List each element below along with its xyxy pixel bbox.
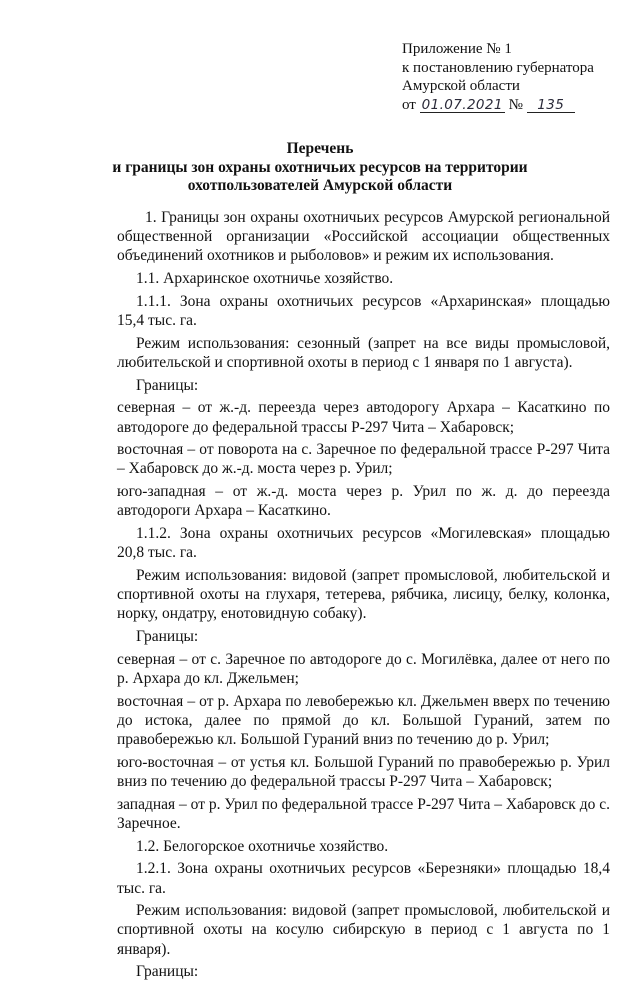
title-line-3: охотпользователей Амурской области	[187, 177, 453, 194]
paragraph: северная – от с. Заречное по автодороге до с. Могилёвка, далее от него по р. Архара до кл. Джельмен;	[117, 650, 610, 687]
appendix-region-line: Амурской области	[402, 78, 520, 94]
paragraph: юго-восточная – от устья кл. Большой Гураний по правобережью р. Урил вниз по течению до федеральной трассы Р-297 Чита – Хабаровск;	[117, 753, 610, 790]
document-body	[117, 208, 610, 985]
appendix-header	[402, 40, 594, 114]
paragraph: 1.1.1. Зона охраны охотничьих ресурсов «Архаринская» площадью 15,4 тыс. га.	[117, 292, 610, 330]
paragraph: 1.1.2. Зона охраны охотничьих ресурсов «Могилевская» площадью 20,8 тыс. га.	[117, 525, 610, 562]
paragraph: Режим использования: видовой (запрет промысловой, любительской и спортивной охоты на глухаря, тетерева, рябчика, лисицу, белку, колонка, норку, ондатру, енотовидную собаку).	[117, 566, 610, 623]
appendix-title: Приложение № 1	[402, 41, 512, 57]
paragraph: Границы:	[136, 963, 199, 981]
paragraph: Режим использования: видовой (запрет промысловой, любительской и спортивной охоты на косулю сибирскую в период с 1 августа по 1 января).	[117, 902, 610, 958]
paragraph: западная – от р. Урил по федеральной трассе Р-297 Чита – Хабаровск до с. Заречное.	[117, 795, 610, 832]
document-title	[0, 140, 640, 196]
title-line-2: и границы зон охраны охотничьих ресурсов на территории	[112, 158, 528, 176]
title-line-1: Перечень	[286, 140, 354, 157]
date-prefix: от	[402, 96, 416, 113]
paragraph: юго-западная – от ж.-д. моста через р. Урил по ж. д. до переезда автодороги Архара – Касаткино.	[117, 483, 610, 520]
paragraph: 1.2. Белогорское охотничье хозяйство.	[136, 837, 389, 855]
paragraph: северная – от ж.-д. переезда через автодорогу Архара – Касаткино по автодороге до федеральной трассы Р-297 Чита – Хабаровск;	[117, 399, 610, 436]
paragraph: 1.1. Архаринское охотничье хозяйство.	[136, 270, 394, 288]
appendix-date-number-line	[402, 96, 594, 115]
number-prefix: №	[508, 96, 523, 113]
paragraph: Режим использования: сезонный (запрет на все виды промысловой, любительской и спортивной охоты в период с 1 января по 1 августа).	[117, 334, 610, 371]
appendix-resolution-line: к постановлению губернатора	[402, 59, 594, 76]
paragraph: Границы:	[136, 628, 199, 646]
paragraph: 1. Границы зон охраны охотничьих ресурсов Амурской региональной общественной организации «Российской ассоциации общественных объединений охотников и рыболовов» и режим их использования.	[117, 209, 610, 265]
paragraph: Границы:	[136, 376, 199, 394]
handwritten-date: 01.07.2021	[421, 96, 503, 113]
paragraph: восточная – от поворота на с. Заречное по федеральной трассе Р-297 Чита – Хабаровск до ж.-д. моста через р. Урил;	[117, 441, 610, 478]
paragraph: 1.2.1. Зона охраны охотничьих ресурсов «Березняки» площадью 18,4 тыс. га.	[117, 860, 610, 897]
handwritten-number: 135	[527, 98, 575, 113]
paragraph: восточная – от р. Архара по левобережью кл. Джельмен вверх по течению до истока, далее по прямой до кл. Большой Гураний, затем по правобережью кл. Большой Гураний вниз по течению до р. Урил;	[117, 692, 610, 749]
